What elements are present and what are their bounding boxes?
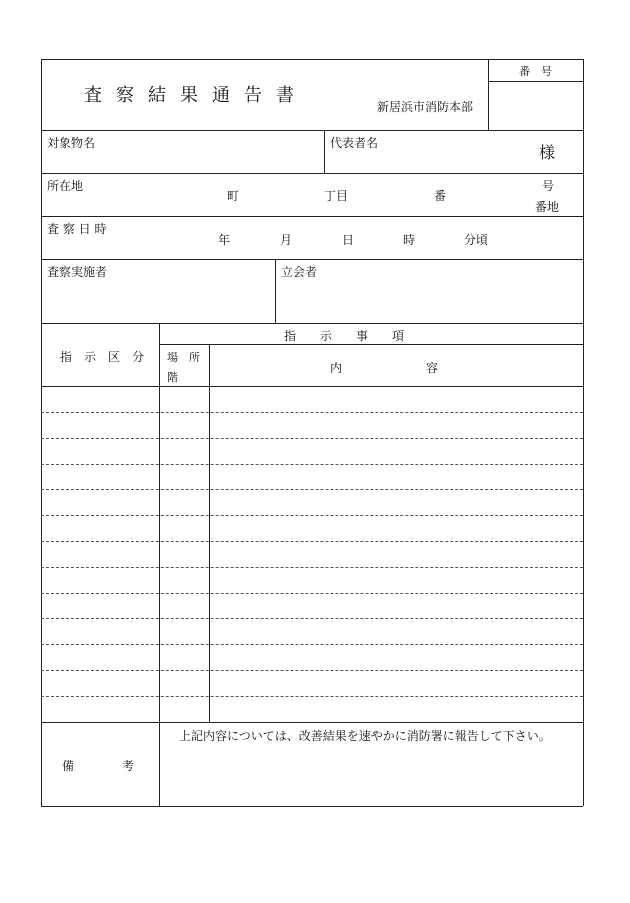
table-row bbox=[41, 593, 583, 594]
witness-label: 立会者 bbox=[281, 265, 318, 279]
table-row bbox=[41, 515, 583, 516]
place-column-divider bbox=[209, 344, 210, 722]
table-row bbox=[41, 644, 583, 645]
sama-honorific: 様 bbox=[539, 143, 556, 162]
frame-top-border bbox=[41, 59, 583, 60]
cho-label: 町 bbox=[227, 189, 240, 203]
header-bottom-line bbox=[41, 130, 583, 131]
day-label: 日 bbox=[342, 233, 355, 247]
table-row bbox=[41, 412, 583, 413]
table-row bbox=[41, 567, 583, 568]
number-label: 番 号 bbox=[519, 65, 552, 78]
instruction-items-header: 指 示 事 項 bbox=[284, 329, 405, 343]
target-name-label: 対象物名 bbox=[47, 136, 96, 150]
inspector-label: 査察実施者 bbox=[47, 265, 108, 279]
row-line-1 bbox=[41, 173, 583, 174]
table-row bbox=[41, 696, 583, 697]
frame-bottom-border bbox=[41, 806, 583, 807]
banchi-label: 番地 bbox=[535, 200, 560, 214]
instruction-category-header: 指 示 区 分 bbox=[60, 350, 145, 364]
hour-label: 時 bbox=[403, 233, 416, 247]
row-line-2 bbox=[41, 216, 583, 217]
remarks-notice-text: 上記内容については、改善結果を速やかに消防署に報告して下さい。 bbox=[179, 729, 551, 743]
instruction-header-line bbox=[159, 344, 583, 345]
table-bottom-line bbox=[41, 722, 583, 723]
floor-header: 階 bbox=[167, 371, 178, 384]
year-label: 年 bbox=[218, 233, 231, 247]
frame-right-border bbox=[583, 59, 584, 806]
go-label: 号 bbox=[542, 179, 555, 193]
ban-label: 番 bbox=[434, 189, 447, 203]
representative-label: 代表者名 bbox=[330, 136, 379, 150]
table-header-bottom-line bbox=[41, 386, 583, 387]
issuer-name: 新居浜市消防本部 bbox=[377, 100, 474, 114]
table-row bbox=[41, 670, 583, 671]
inspection-datetime-label: 査 察 日 時 bbox=[47, 222, 107, 236]
number-box-divider bbox=[488, 59, 489, 130]
form-title: 査察結果通告書 bbox=[84, 85, 308, 106]
table-row bbox=[41, 541, 583, 542]
table-row bbox=[41, 438, 583, 439]
inspector-witness-divider bbox=[275, 259, 276, 323]
location-label: 所在地 bbox=[47, 179, 84, 193]
row-line-4 bbox=[41, 323, 583, 324]
target-representative-divider bbox=[324, 130, 325, 173]
place-header: 場 所 bbox=[167, 351, 200, 364]
number-label-underline bbox=[488, 81, 583, 82]
category-column-divider bbox=[159, 323, 160, 806]
chome-label: 丁目 bbox=[324, 189, 349, 203]
month-label: 月 bbox=[280, 233, 293, 247]
table-row bbox=[41, 464, 583, 465]
table-row bbox=[41, 489, 583, 490]
minute-label: 分頃 bbox=[464, 233, 489, 247]
row-line-3 bbox=[41, 259, 583, 260]
table-row bbox=[41, 618, 583, 619]
remarks-label: 備 考 bbox=[62, 759, 135, 773]
frame-left-border bbox=[41, 59, 42, 806]
content-header: 内 容 bbox=[330, 361, 439, 375]
